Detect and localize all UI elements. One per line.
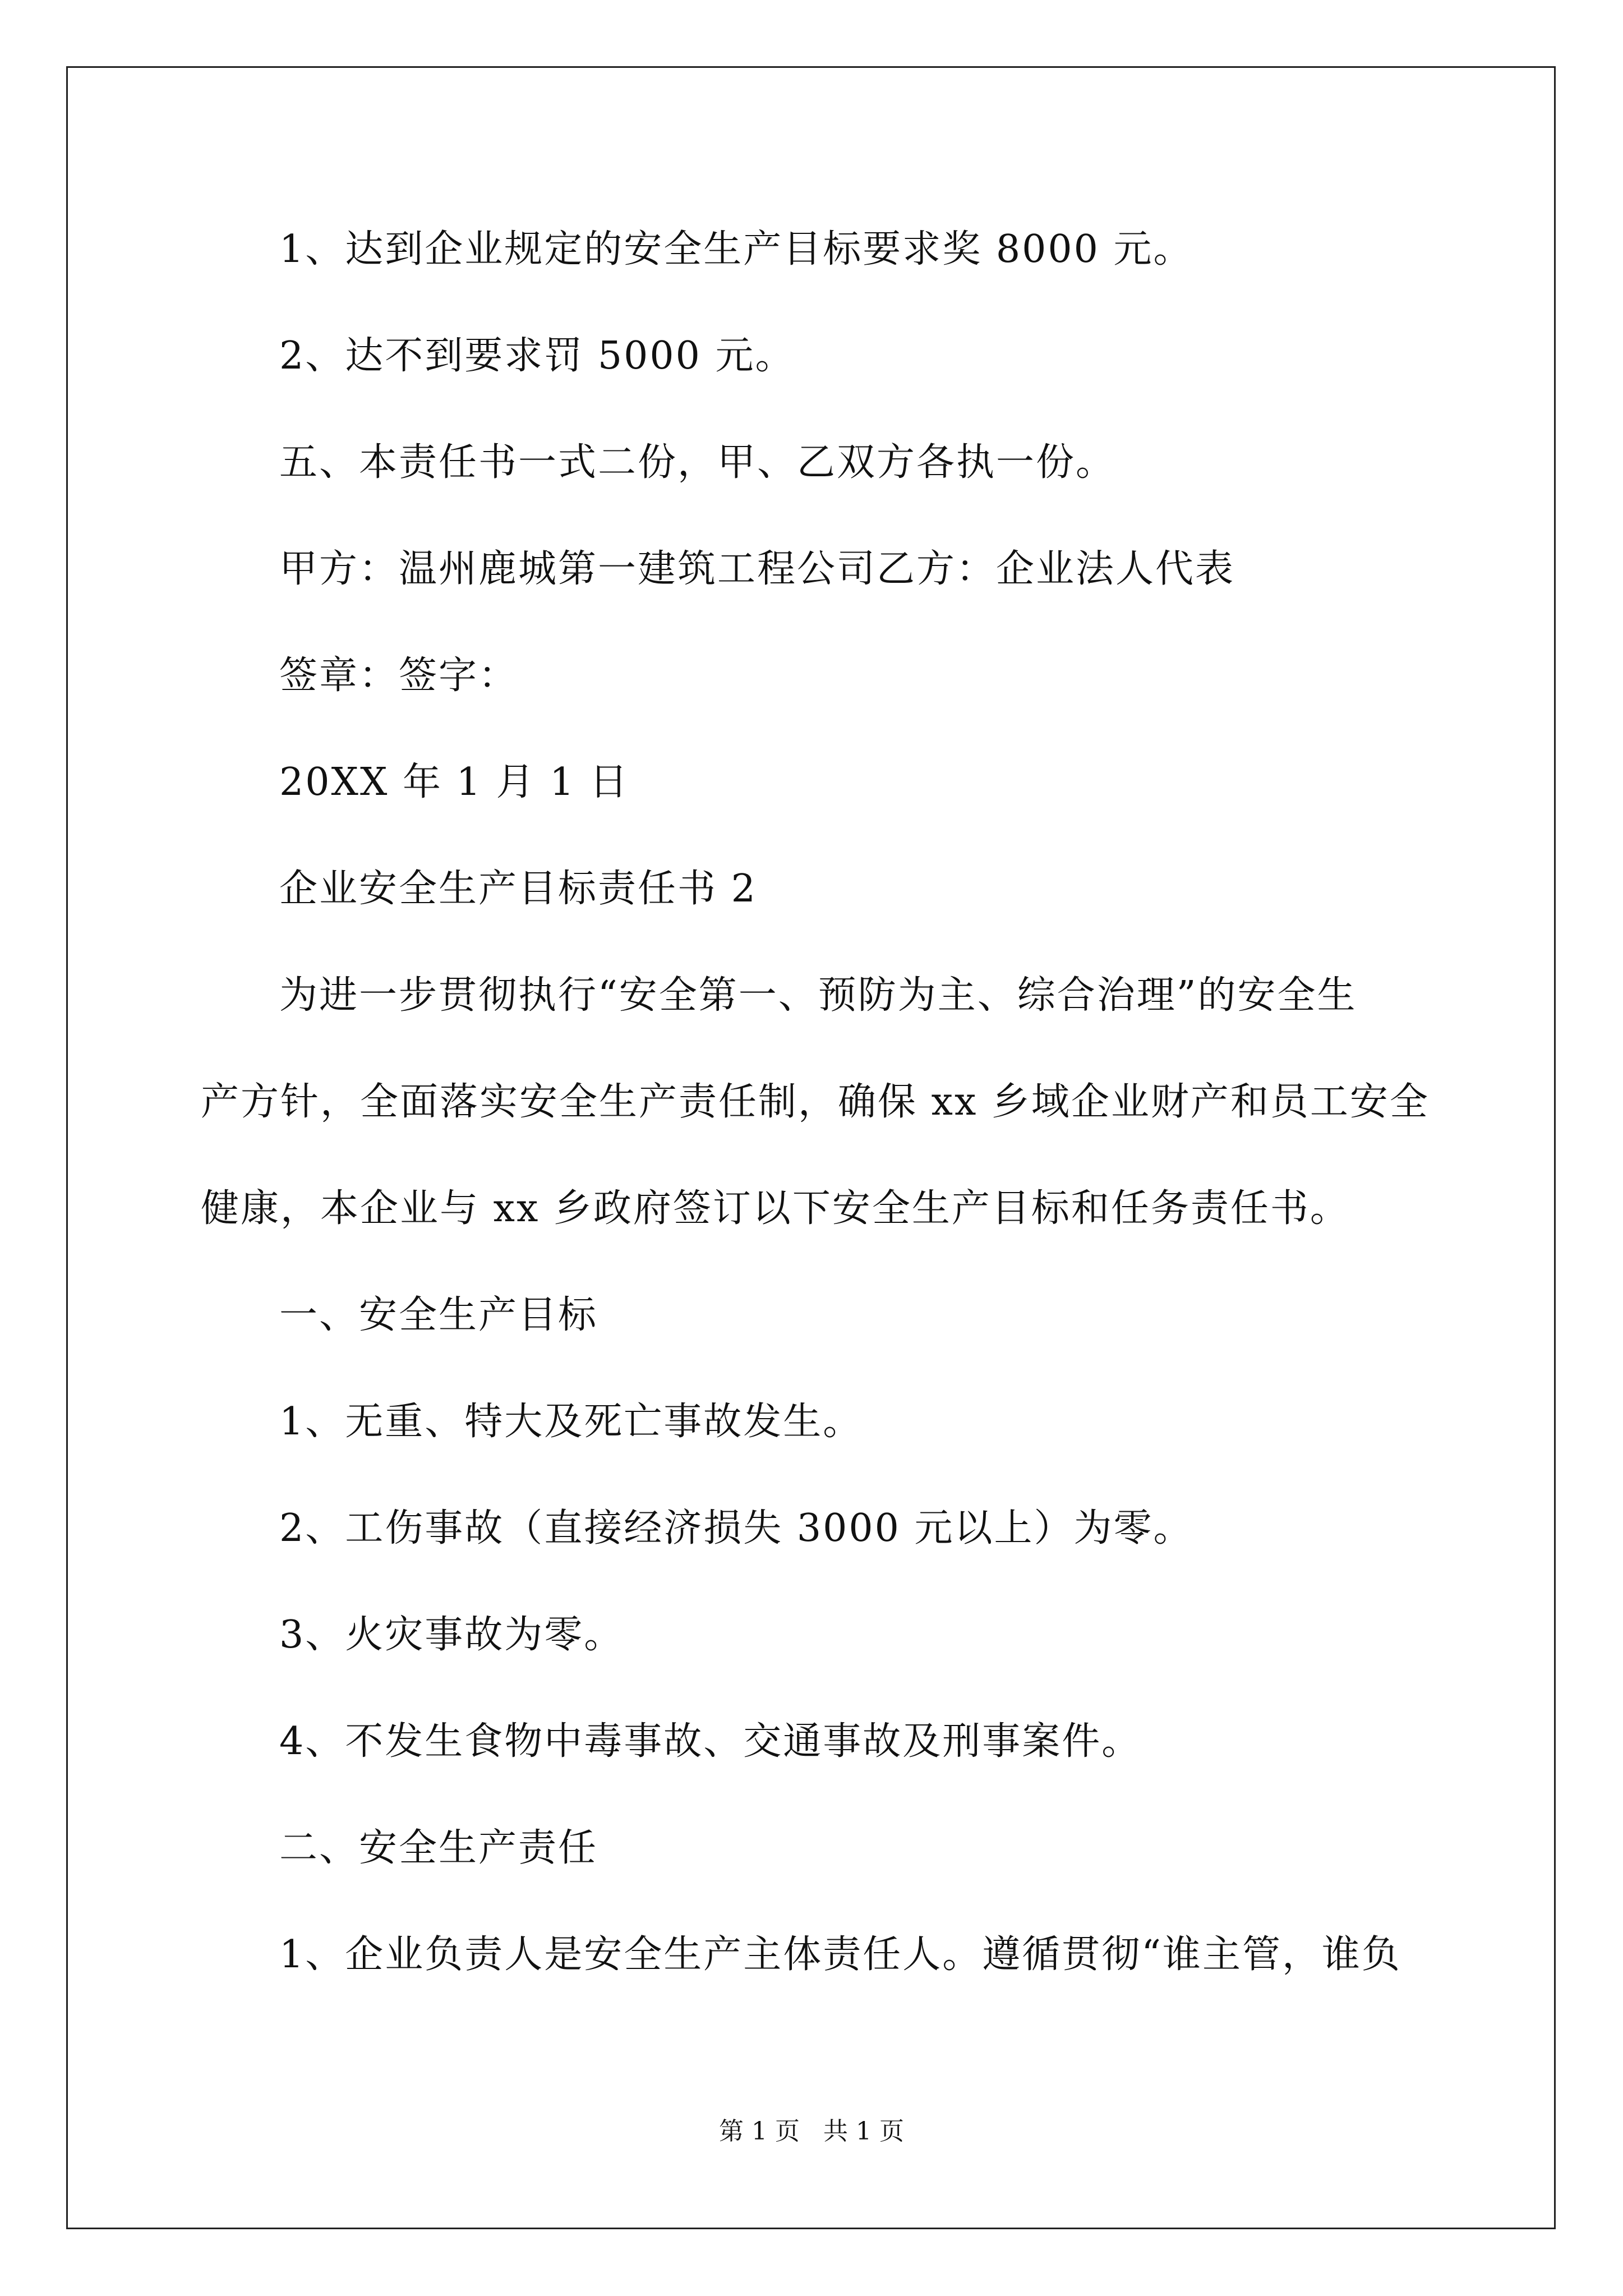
page-border <box>66 66 1556 2229</box>
heading-line: 一、安全生产目标 <box>279 1293 598 1337</box>
page-footer: 第 1 页 共 1 页 <box>719 2117 904 2146</box>
paragraph-line: 为进一步贯彻执行“安全第一、预防为主、综合治理”的安全生 <box>279 973 1357 1018</box>
paragraph-line: 产方针，全面落实安全生产责任制，确保 xx 乡域企业财产和员工安全 <box>201 1080 1430 1124</box>
text-line: 2、工伤事故（直接经济损失 3000 元以上）为零。 <box>279 1506 1193 1550</box>
text-line: 签章：签字： <box>279 654 519 698</box>
text-line: 甲方：温州鹿城第一建筑工程公司乙方：企业法人代表 <box>279 547 1235 591</box>
text-line: 1、无重、特大及死亡事故发生。 <box>279 1400 863 1444</box>
heading-line: 二、安全生产责任 <box>279 1826 598 1870</box>
text-line: 1、企业负责人是安全生产主体责任人。遵循贯彻“谁主管，谁负 <box>279 1932 1402 1977</box>
text-line: 五、本责任书一式二份，甲、乙双方各执一份。 <box>279 440 1116 485</box>
text-line: 1、达到企业规定的安全生产目标要求奖 8000 元。 <box>279 227 1193 272</box>
text-line: 3、火灾事故为零。 <box>279 1613 624 1657</box>
section-title: 企业安全生产目标责任书 2 <box>279 867 757 911</box>
text-line: 2、达不到要求罚 5000 元。 <box>279 334 795 378</box>
text-line: 4、不发生食物中毒事故、交通事故及刑事案件。 <box>279 1719 1142 1764</box>
text-line: 20XX 年 1 月 1 日 <box>279 760 629 804</box>
paragraph-line: 健康，本企业与 xx 乡政府签订以下安全生产目标和任务责任书。 <box>201 1186 1350 1231</box>
